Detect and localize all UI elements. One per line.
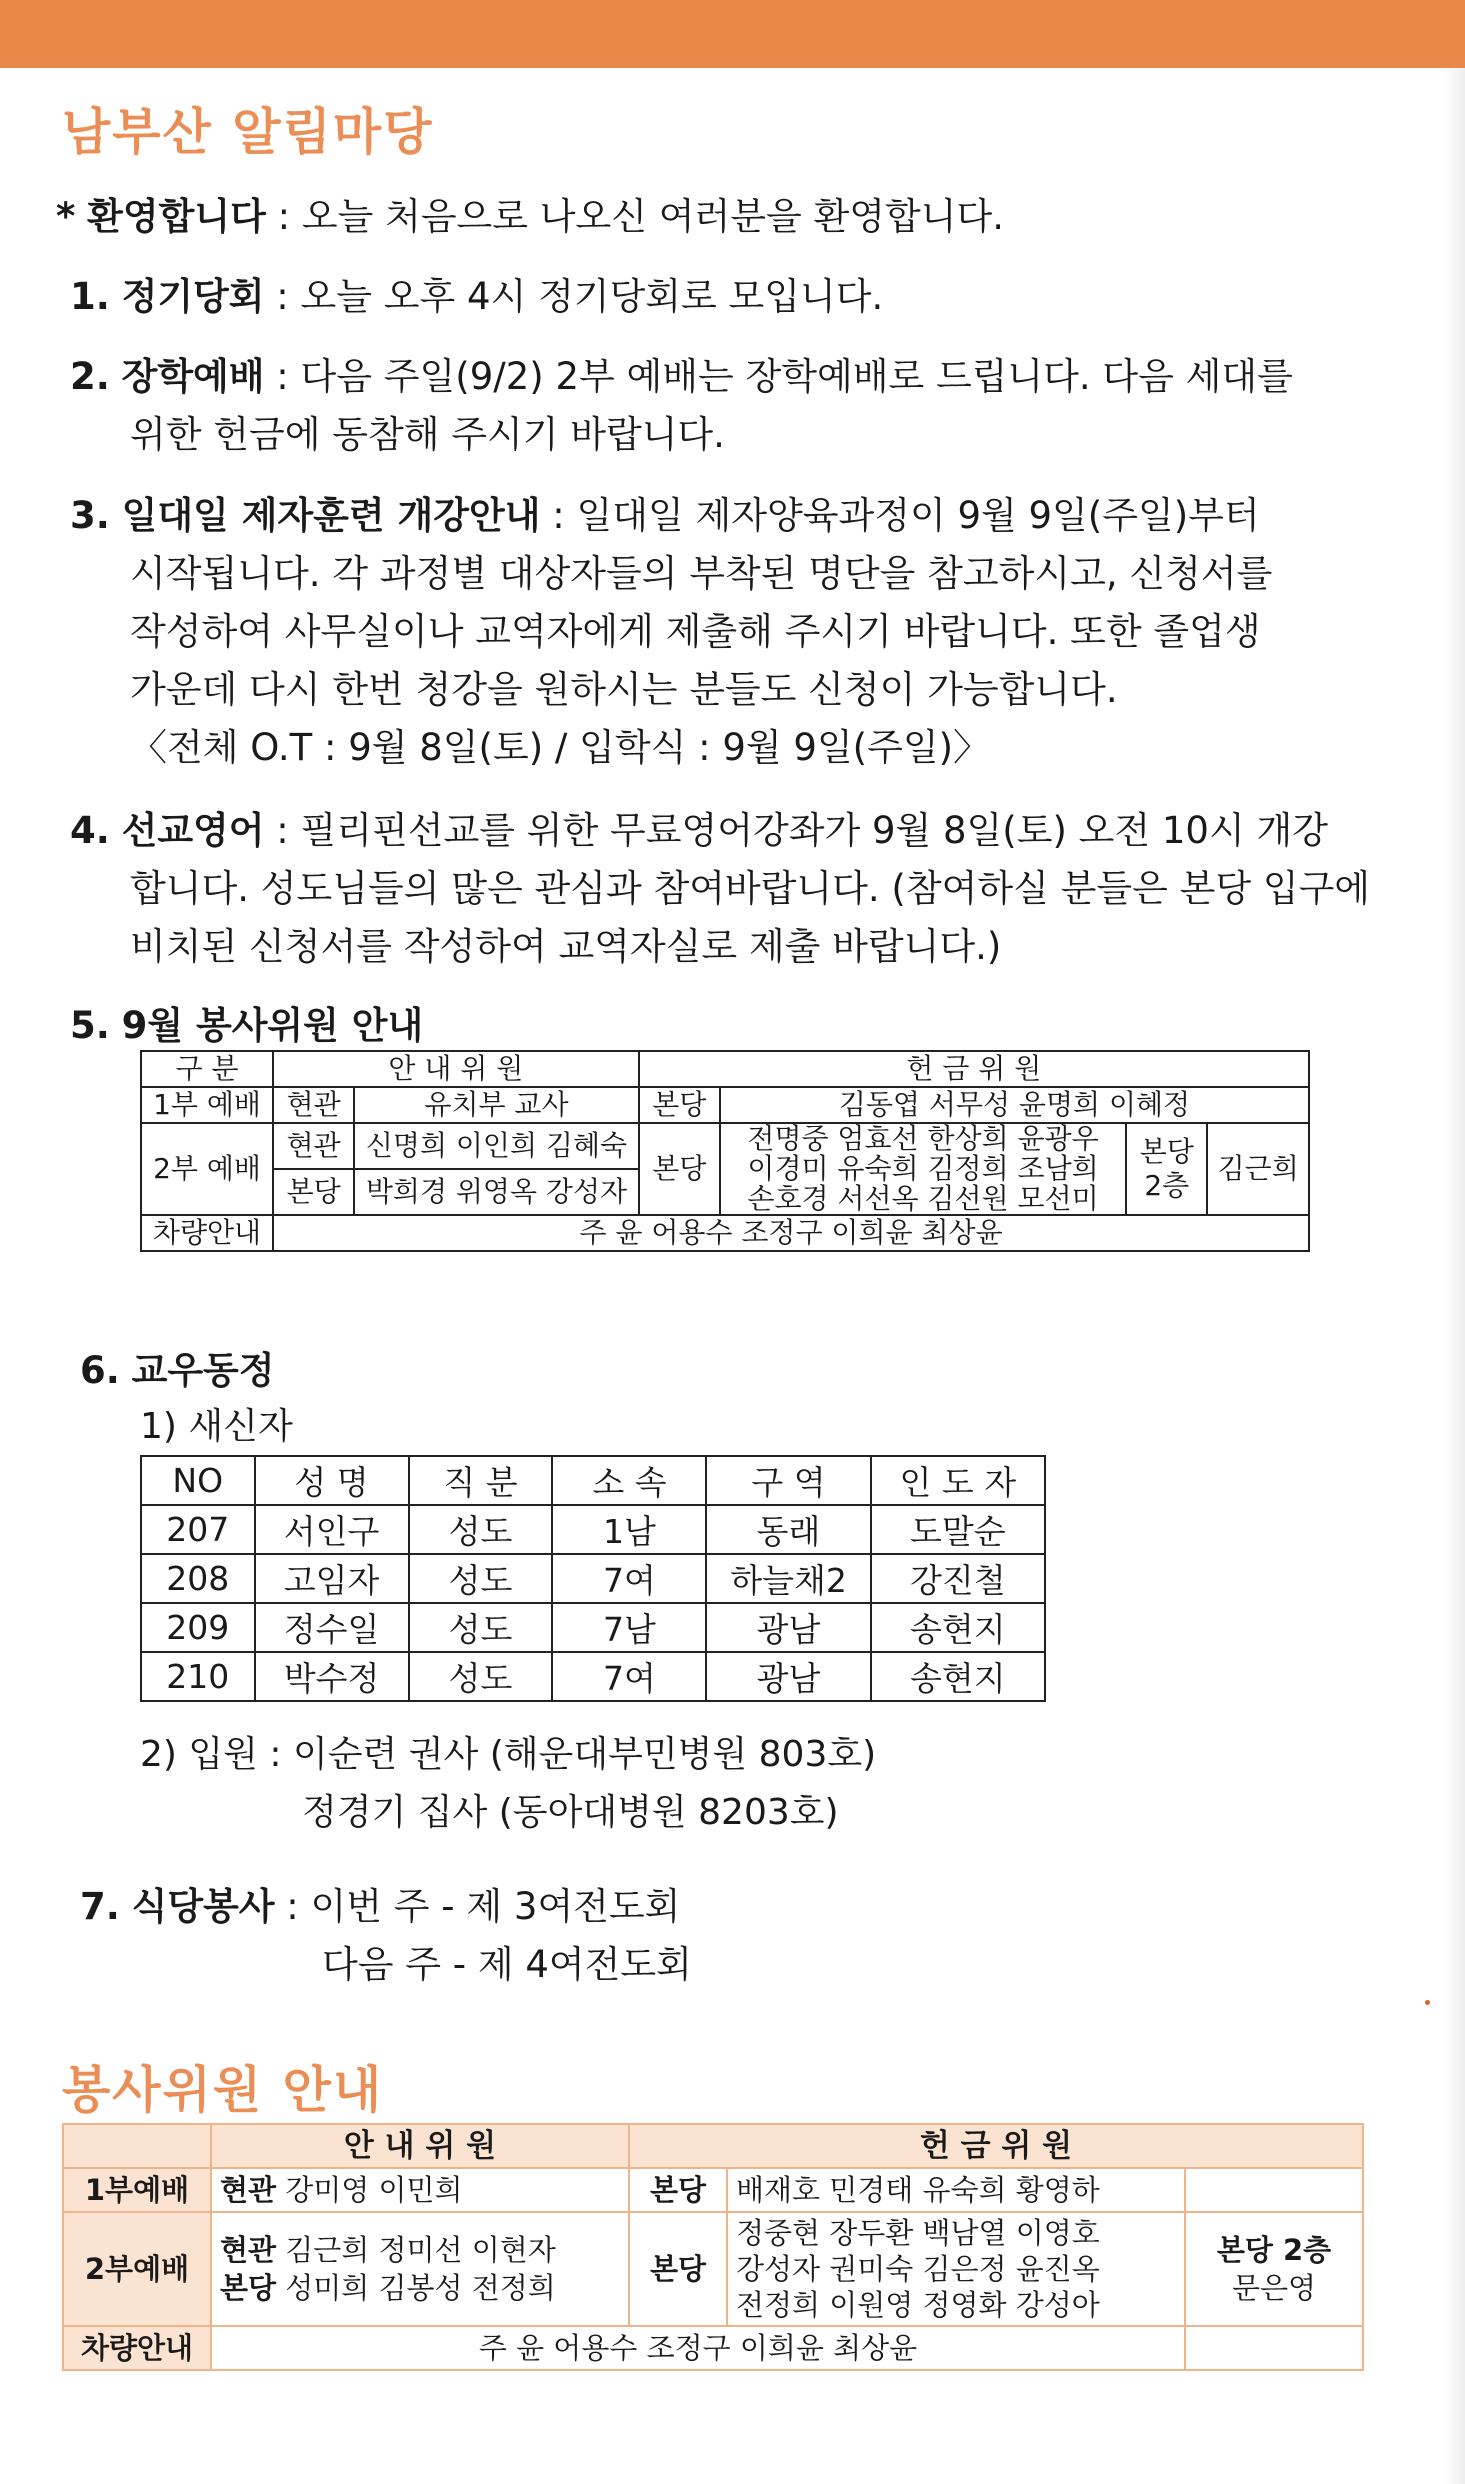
- location: 현관: [220, 2233, 277, 2267]
- cell-name: 박수정: [255, 1652, 409, 1701]
- cell-district: 광남: [706, 1603, 870, 1652]
- cell-district: 광남: [706, 1652, 870, 1701]
- location: 본당: [639, 1123, 720, 1215]
- driver-names: 주 윤 어용수 조정구 이희윤 최상윤: [211, 2326, 1185, 2370]
- offering-line: 전명중 엄효선 한상희 윤광우: [747, 1122, 1099, 1155]
- table-row: [141, 1652, 1045, 1701]
- table-row: [141, 1215, 1309, 1251]
- page-edge-shadow: [1443, 68, 1465, 2484]
- table-row: [141, 1505, 1045, 1554]
- item-label: 식당봉사: [131, 1885, 275, 1928]
- location: 현관: [220, 2173, 277, 2207]
- item-text: : 다음 주일(9/2) 2부 예배는 장학예배로 드립니다. 다음 세대를: [264, 355, 1293, 398]
- guide-names: 박희경 위영옥 강성자: [354, 1169, 638, 1215]
- guide-names: 강미영 이민희: [285, 2173, 463, 2207]
- item-5: [70, 995, 423, 1049]
- item-label: 교우동정: [131, 1349, 275, 1392]
- item-text: : 필리핀선교를 위한 무료영어강좌가 9월 8일(토) 오전 10시 개강: [264, 809, 1328, 852]
- section-title-announcements: 남부산 알림마당: [62, 103, 434, 161]
- cell-district: 하늘채2: [706, 1554, 870, 1603]
- driver-names: 주 윤 어용수 조정구 이희윤 최상윤: [273, 1215, 1309, 1251]
- table-row: [141, 1087, 1309, 1123]
- offering-names: [720, 1123, 1126, 1215]
- offering-line: 정중현 장두환 백남열 이영호: [736, 2216, 1100, 2250]
- welcome-line: [56, 186, 1004, 240]
- volunteers-table: [62, 2123, 1364, 2371]
- cell-no: 209: [141, 1603, 255, 1652]
- header-offering: 헌 금 위 원: [639, 1051, 1309, 1087]
- welcome-label: 환영합니다: [87, 195, 266, 238]
- item-2-line-2: 위한 헌금에 동참해 주시기 바랍니다.: [130, 413, 725, 456]
- guide-names: 성미희 김봉성 전정희: [285, 2271, 556, 2305]
- cell-name: 고임자: [255, 1554, 409, 1603]
- table-header-row: [141, 1051, 1309, 1087]
- table-header-row: [63, 2124, 1363, 2168]
- cell-guide: 도말순: [871, 1505, 1045, 1554]
- decorative-dot: [1425, 2000, 1430, 2005]
- item-1: [70, 266, 883, 320]
- offering-extra: 문은영: [1231, 2271, 1317, 2305]
- guide-names: 신명희 이인희 김혜숙: [354, 1123, 638, 1169]
- item-6: [80, 1340, 275, 1394]
- cell-group: 1남: [552, 1505, 706, 1554]
- location: 본당: [220, 2271, 277, 2305]
- location: 현관: [273, 1123, 354, 1169]
- item-text: : 오늘 오후 4시 정기당회로 모입니다.: [264, 275, 884, 318]
- item-label: 9월 봉사위원 안내: [121, 1004, 424, 1047]
- cell-group: 7남: [552, 1603, 706, 1652]
- item-number: 7.: [80, 1885, 120, 1928]
- table-header-row: [141, 1456, 1045, 1505]
- offering-extra: 김근희: [1207, 1123, 1309, 1215]
- cell-name: 정수일: [255, 1603, 409, 1652]
- location: 본당: [629, 2168, 727, 2212]
- section-title-volunteers: 봉사위원 안내: [62, 2061, 384, 2119]
- item-3: [70, 485, 1260, 539]
- header-cell: 소 속: [552, 1456, 706, 1505]
- hospital-line-1: 2) 입원 : 이순련 권사 (해운대부민병원 803호): [140, 1734, 877, 1775]
- guide-cell: [211, 2212, 629, 2326]
- guide-names: 유치부 교사: [354, 1087, 638, 1123]
- table-row: [63, 2168, 1363, 2212]
- row-label: 차량안내: [141, 1215, 273, 1251]
- row-label: 1부 예배: [141, 1087, 273, 1123]
- cell-guide: 송현지: [871, 1652, 1045, 1701]
- header-cell: 구 역: [706, 1456, 870, 1505]
- item-4-line-2: 합니다. 성도님들의 많은 관심과 참여바랍니다. (참여하실 분들은 본당 입구에: [130, 867, 1371, 910]
- item-4: [70, 800, 1328, 854]
- cell-name: 서인구: [255, 1505, 409, 1554]
- header-cell: 성 명: [255, 1456, 409, 1505]
- item-number: 4.: [70, 809, 110, 852]
- cell-title: 성도: [409, 1603, 553, 1652]
- cell-group: 7여: [552, 1554, 706, 1603]
- table-row: [141, 1123, 1309, 1169]
- guide-names: 김근희 정미선 이현자: [285, 2233, 556, 2267]
- item-7: [80, 1876, 680, 1930]
- new-members-subtitle: 1) 새신자: [140, 1406, 293, 1447]
- cell-guide: 강진철: [871, 1554, 1045, 1603]
- new-members-table: [140, 1455, 1046, 1702]
- item-3-line-3: 작성하여 사무실이나 교역자에게 제출해 주시기 바랍니다. 또한 졸업생: [130, 610, 1261, 653]
- location: 본당: [639, 1087, 720, 1123]
- cell-district: 동래: [706, 1505, 870, 1554]
- item-number: 1.: [70, 275, 110, 318]
- item-7-line-2: 다음 주 - 제 4여전도회: [322, 1943, 692, 1986]
- location: 본당 2층: [1216, 2233, 1332, 2267]
- table-row: [63, 2326, 1363, 2370]
- location-line: 2층: [1144, 1169, 1190, 1202]
- header-guide: 안 내 위 원: [211, 2124, 629, 2168]
- item-number: 5.: [70, 1004, 110, 1047]
- item-label: 일대일 제자훈련 개강안내: [121, 494, 541, 537]
- september-volunteers-table: [140, 1050, 1310, 1252]
- cell-title: 성도: [409, 1505, 553, 1554]
- item-3-line-5: 〈전체 O.T : 9월 8일(토) / 입학식 : 9월 9일(주일)〉: [130, 726, 991, 769]
- item-label: 선교영어: [121, 809, 265, 852]
- item-label: 장학예배: [121, 355, 265, 398]
- offering-cell: [727, 2212, 1185, 2326]
- guide-cell: [211, 2168, 629, 2212]
- cell-no: 208: [141, 1554, 255, 1603]
- header-category: 구 분: [141, 1051, 273, 1087]
- table-row: [63, 2212, 1363, 2326]
- header-cell: NO: [141, 1456, 255, 1505]
- row-label: 2부 예배: [141, 1123, 273, 1215]
- cell-no: 207: [141, 1505, 255, 1554]
- item-text: : 일대일 제자양육과정이 9월 9일(주일)부터: [540, 494, 1260, 537]
- item-text: : 이번 주 - 제 3여전도회: [274, 1885, 681, 1928]
- offering-names: 배재호 민경태 유숙희 황영하: [727, 2168, 1185, 2212]
- top-orange-bar: [0, 0, 1465, 68]
- extra-cell: [1185, 2212, 1363, 2326]
- item-label: 정기당회: [121, 275, 265, 318]
- location: 본당: [629, 2212, 727, 2326]
- location: 현관: [273, 1087, 354, 1123]
- item-number: 3.: [70, 494, 110, 537]
- offering-line: 전정희 이원영 정영화 강성아: [736, 2288, 1100, 2322]
- item-number: 2.: [70, 355, 110, 398]
- hospital-line-2: 정경기 집사 (동아대병원 8203호): [302, 1792, 839, 1833]
- welcome-text: : 오늘 처음으로 나오신 여러분을 환영합니다.: [265, 195, 1004, 238]
- offering-names: 김동엽 서무성 윤명희 이혜정: [720, 1087, 1309, 1123]
- offering-line: 강성자 권미숙 김은정 윤진옥: [736, 2252, 1100, 2286]
- row-label: 1부예배: [63, 2168, 211, 2212]
- cell-guide: 송현지: [871, 1603, 1045, 1652]
- cell-title: 성도: [409, 1652, 553, 1701]
- table-row: [141, 1554, 1045, 1603]
- cell-title: 성도: [409, 1554, 553, 1603]
- item-2: [70, 346, 1293, 400]
- header-guide: 안 내 위 원: [273, 1051, 639, 1087]
- item-3-line-2: 시작됩니다. 각 과정별 대상자들의 부착된 명단을 참고하시고, 신청서를: [130, 552, 1273, 595]
- header-offering: 헌 금 위 원: [629, 2124, 1363, 2168]
- row-label: 차량안내: [63, 2326, 211, 2370]
- item-4-line-3: 비치된 신청서를 작성하여 교역자실로 제출 바랍니다.): [130, 925, 1002, 968]
- header-blank: [63, 2124, 211, 2168]
- blank-cell: [1185, 2168, 1363, 2212]
- row-label: 2부예배: [63, 2212, 211, 2326]
- offering-line: 손호경 서선옥 김선원 모선미: [747, 1182, 1099, 1215]
- item-3-line-4: 가운데 다시 한번 청강을 원하시는 분들도 신청이 가능합니다.: [130, 668, 1118, 711]
- location: 본당: [273, 1169, 354, 1215]
- header-cell: 직 분: [409, 1456, 553, 1505]
- item-number: 6.: [80, 1349, 120, 1392]
- header-cell: 인 도 자: [871, 1456, 1045, 1505]
- location-line: 본당: [1139, 1135, 1194, 1168]
- cell-no: 210: [141, 1652, 255, 1701]
- blank-cell: [1185, 2326, 1363, 2370]
- table-row: [141, 1603, 1045, 1652]
- location: [1126, 1123, 1207, 1215]
- cell-group: 7여: [552, 1652, 706, 1701]
- welcome-star: *: [56, 195, 76, 238]
- offering-line: 이경미 유숙희 김정희 조남희: [747, 1152, 1099, 1185]
